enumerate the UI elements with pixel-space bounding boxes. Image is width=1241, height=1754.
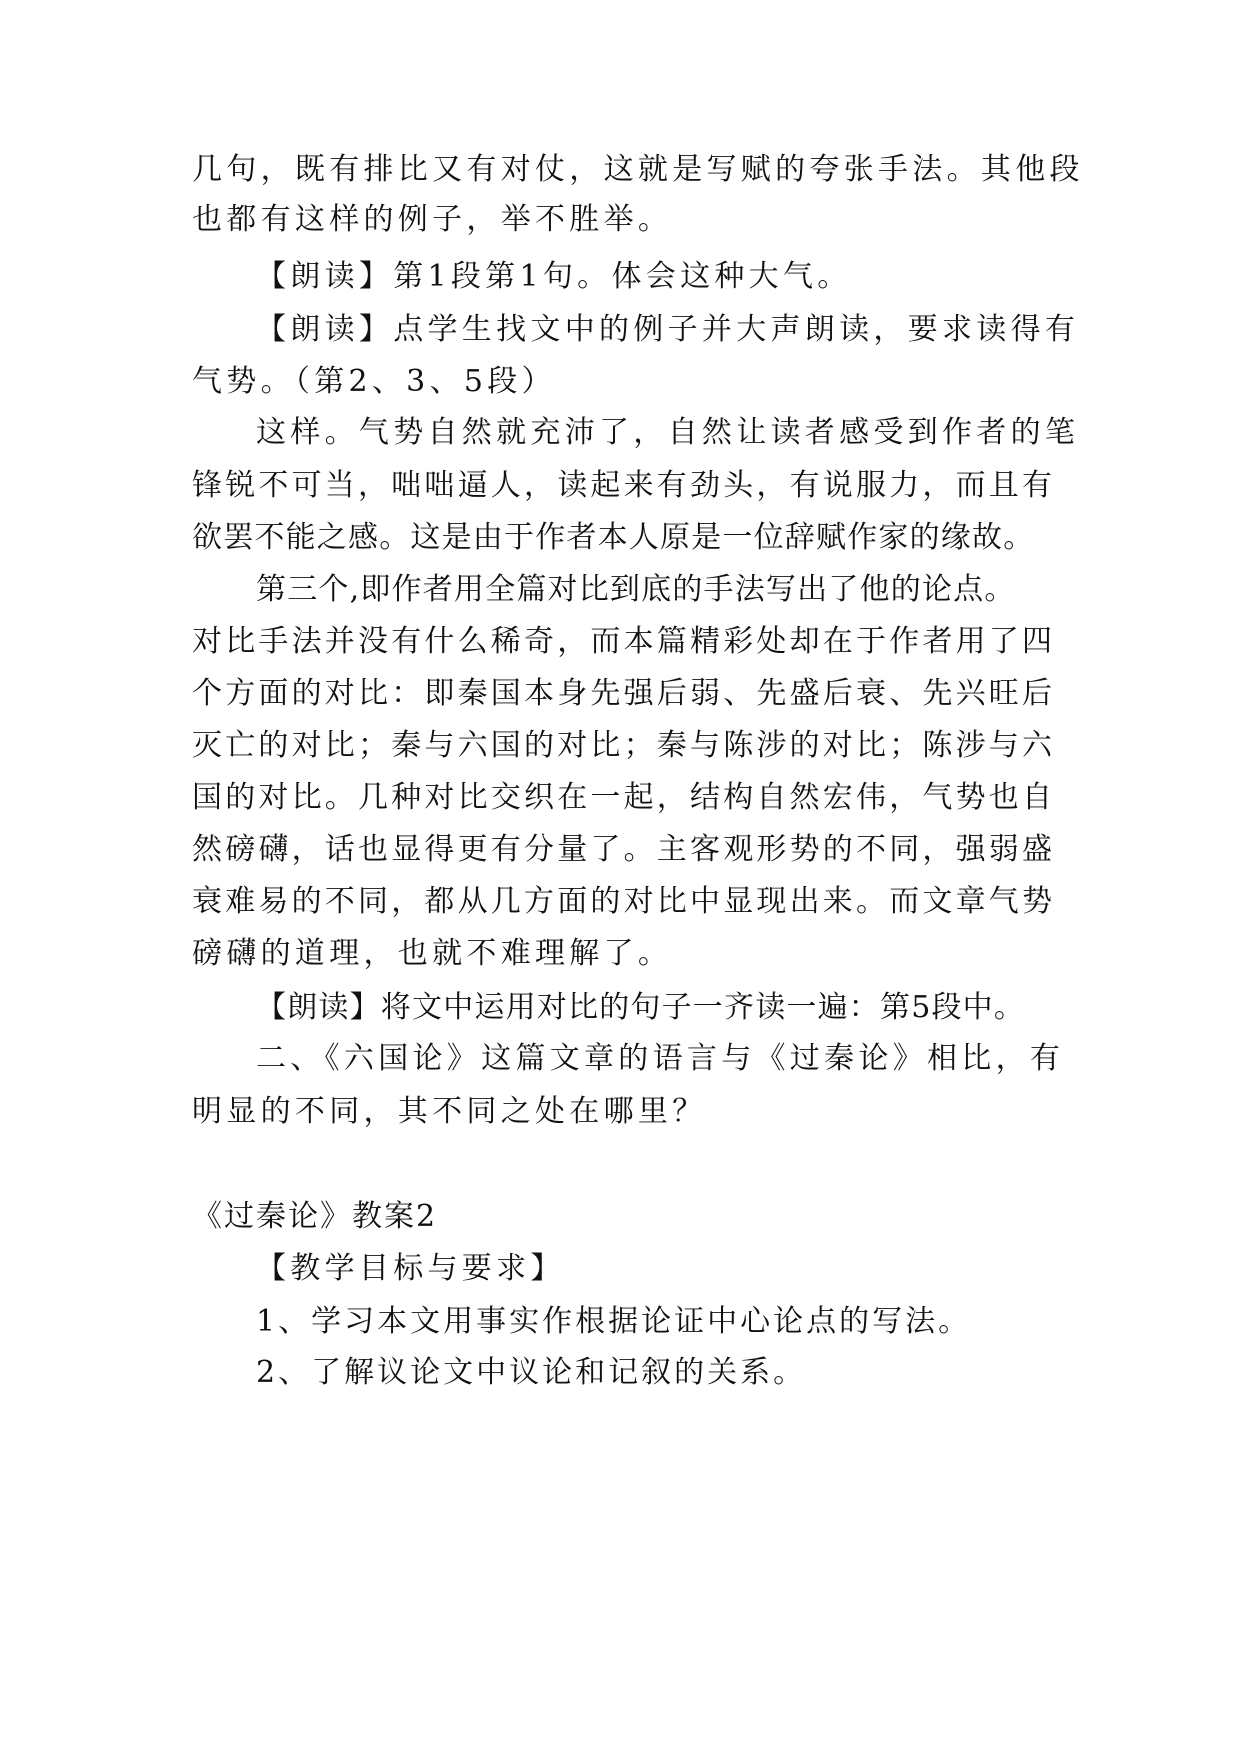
text-line: 欲罢不能之感。这是由于作者本人原是一位辞赋作家的缘故。 xyxy=(192,520,1035,555)
text-line: 2、了解议论文中议论和记叙的关系。 xyxy=(256,1355,807,1390)
section-heading: 《过秦论》教案2 xyxy=(192,1199,438,1234)
text-line: 【朗读】点学生找文中的例子并大声朗读，要求读得有 xyxy=(256,312,1080,347)
text-line: 几句，既有排比又有对仗，这就是写赋的夸张手法。其他段 xyxy=(192,152,1084,187)
text-line: 【教学目标与要求】 xyxy=(256,1251,565,1286)
text-line: 锋锐不可当，咄咄逼人，读起来有劲头，有说服力，而且有 xyxy=(192,468,1056,503)
text-line: 第三个,即作者用全篇对比到底的手法写出了他的论点。 xyxy=(256,572,1016,607)
text-line: 也都有这样的例子，举不胜举。 xyxy=(192,202,673,237)
text-line: 【朗读】将文中运用对比的句子一齐读一遍：第5段中。 xyxy=(256,990,1026,1025)
text-line: 国的对比。几种对比交织在一起，结构自然宏伟，气势也自 xyxy=(192,780,1056,815)
text-line: 1、学习本文用事实作根据论证中心论点的写法。 xyxy=(256,1304,972,1339)
text-line: 对比手法并没有什么稀奇，而本篇精彩处却在于作者用了四 xyxy=(192,624,1056,659)
text-line: 衰难易的不同，都从几方面的对比中显现出来。而文章气势 xyxy=(192,884,1056,919)
text-line: 灭亡的对比；秦与六国的对比；秦与陈涉的对比；陈涉与六 xyxy=(192,728,1056,763)
text-line: 【朗读】第1段第1句。体会这种大气。 xyxy=(256,259,852,294)
text-line: 磅礴的道理，也就不难理解了。 xyxy=(192,936,673,971)
text-line: 然磅礴，话也显得更有分量了。主客观形势的不同，强弱盛 xyxy=(192,832,1056,867)
text-line: 这样。气势自然就充沛了，自然让读者感受到作者的笔 xyxy=(256,415,1080,450)
text-line: 明显的不同，其不同之处在哪里？ xyxy=(192,1094,707,1129)
text-line: 二、《六国论》这篇文章的语言与《过秦论》相比，有 xyxy=(256,1041,1065,1076)
text-line: 个方面的对比：即秦国本身先强后弱、先盛后衰、先兴旺后 xyxy=(192,676,1056,711)
text-line: 气势。（第2、3、5段） xyxy=(192,364,556,399)
